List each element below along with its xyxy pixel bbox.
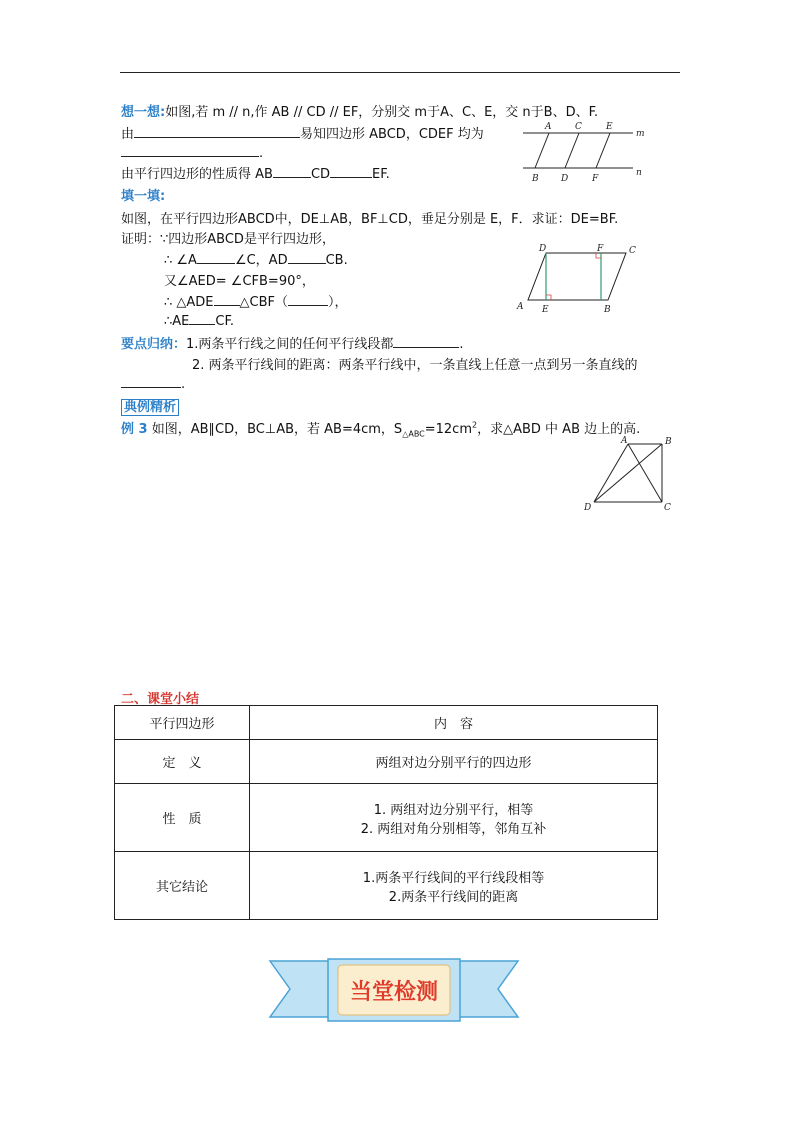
segment-ef <box>596 133 610 168</box>
keypoints-line-1 <box>121 333 464 352</box>
figure-parallelogram <box>512 240 642 316</box>
summary-line: 1.两条平行线间的平行线段相等 <box>362 870 545 886</box>
summary-header-col2: 内 容 <box>250 706 658 740</box>
think-line-4 <box>121 163 390 182</box>
keypoints-item-1: 1.两条平行线之间的任何平行线段都 <box>186 337 394 352</box>
header-rule <box>120 72 680 73</box>
think-title: 想一想: <box>121 105 166 120</box>
banner-text: 当堂检测 <box>349 980 439 1005</box>
figure-example-3 <box>580 432 680 514</box>
summary-row-label: 定 义 <box>115 740 250 784</box>
summary-header-col1: 平行四边形 <box>115 706 250 740</box>
blank-shape <box>121 144 259 157</box>
summary-line: 1. 两组对边分别平行，相等 <box>373 802 534 818</box>
proof-5b: CF. <box>215 314 234 329</box>
summary-row-definition <box>115 740 658 784</box>
summary-row-content <box>250 784 658 852</box>
summary-row-label: 其它结论 <box>115 852 250 920</box>
think-suffix: 易知四边形 ABCD，CDEF 均为 <box>300 127 484 142</box>
label-n: n <box>636 168 642 178</box>
blank-angle <box>197 251 235 264</box>
label-e: E <box>542 305 549 315</box>
label-f: F <box>597 244 604 254</box>
blank-ae <box>189 312 215 325</box>
segment-ac <box>628 444 662 502</box>
proof-line-3: 又∠AED= ∠CFB=90°， <box>164 274 315 289</box>
figure-parallel-lines <box>515 118 645 184</box>
proof-line-1: 证明：∵四边形ABCD是平行四边形， <box>121 232 335 247</box>
summary-table <box>114 705 658 920</box>
blank-congruent <box>214 293 240 306</box>
example-text-c: ，求△ABD 中 AB 边上的高. <box>477 422 641 437</box>
segment-ab <box>535 133 549 168</box>
example-label: 例 3 <box>121 422 148 437</box>
right-angle-e <box>546 295 551 300</box>
label-m: m <box>636 129 645 139</box>
proof-4c: ）， <box>328 295 348 310</box>
example-sup: 2 <box>472 420 478 430</box>
proof-line-2 <box>164 249 348 268</box>
example-text-b: =12cm <box>424 422 472 437</box>
proof-2b: ∠C，AD <box>234 253 288 268</box>
label-d: D <box>561 174 569 184</box>
summary-row-other <box>115 852 658 920</box>
example-sub: △ABC <box>402 429 425 439</box>
proof-line-5 <box>164 312 234 329</box>
segment-bd <box>594 444 662 502</box>
example-title: 典例精析 <box>121 399 179 416</box>
segment-cd <box>565 133 579 168</box>
summary-line: 2.两条平行线间的距离 <box>388 889 519 905</box>
summary-row-label: 性 质 <box>115 784 250 852</box>
summary-row-properties <box>115 784 658 852</box>
parallelogram-abcd <box>528 253 626 300</box>
label-a: A <box>517 302 524 312</box>
label-d: D <box>539 244 547 254</box>
think-end: . <box>259 146 264 161</box>
label-c: C <box>664 503 671 513</box>
keypoints-title: 要点归纳： <box>121 337 187 352</box>
blank-keypoint-2 <box>121 375 181 388</box>
proof-line-4 <box>164 291 348 310</box>
label-f: F <box>592 174 599 184</box>
keypoints-item-2: 2. 两条平行线间的距离：两条平行线中，一条直线上任意一点到另一条直线的 <box>192 358 638 373</box>
summary-row-content: 两组对边分别平行的四边形 <box>250 740 658 784</box>
label-b: B <box>665 437 672 447</box>
think-line-3 <box>121 144 263 161</box>
segment-ad <box>594 444 628 502</box>
proof-4a: ∴ △ADE <box>164 295 214 310</box>
think-prefix: 由 <box>121 127 135 142</box>
think-ab: 由平行四边形的性质得 AB <box>121 167 273 182</box>
blank-2 <box>330 165 372 178</box>
summary-title: 二、课堂小结 <box>121 692 200 707</box>
think-cd: CD <box>310 167 331 182</box>
example-3-text <box>121 418 640 439</box>
proof-2a: ∴ ∠A <box>164 253 197 268</box>
label-b: B <box>532 174 539 184</box>
label-b: B <box>604 305 611 315</box>
blank-reason <box>134 125 300 138</box>
label-c: C <box>629 246 636 256</box>
keypoints-end-2: . <box>181 377 186 392</box>
example-text-a: 如图，AB∥CD，BC⊥AB，若 AB=4cm，S <box>147 422 403 437</box>
summary-line: 2. 两组对角分别相等，邻角互补 <box>360 821 547 837</box>
fill-problem: 如图，在平行四边形ABCD中，DE⊥AB，BF⊥CD，垂足分别是 E，F．求证：DE=BF. <box>121 212 619 227</box>
think-ef: EF. <box>372 167 390 182</box>
keypoints-line-3 <box>121 375 185 392</box>
label-a: A <box>621 436 628 446</box>
label-c: C <box>575 122 582 132</box>
summary-row-content <box>250 852 658 920</box>
keypoints-end-1: . <box>459 337 464 352</box>
proof-5a: ∴AE <box>164 314 190 329</box>
label-a: A <box>545 122 552 132</box>
blank-1 <box>273 165 311 178</box>
blank-side <box>288 251 326 264</box>
proof-2c: CB. <box>325 253 348 268</box>
blank-reason-2 <box>288 293 328 306</box>
label-e: E <box>606 122 613 132</box>
proof-4b: △CBF（ <box>239 295 289 310</box>
fill-title: 填一填: <box>121 189 166 204</box>
blank-keypoint-1 <box>393 335 459 348</box>
label-d: D <box>584 503 592 513</box>
think-line-2 <box>121 123 484 142</box>
banner-quiz <box>266 955 522 1027</box>
think-text-1: 如图,若 m // n,作 AB // CD // EF，分别交 m于A、C、E，交 n于B、D、F. <box>165 105 599 120</box>
summary-header-row <box>115 706 658 740</box>
example-section-title <box>121 396 179 415</box>
